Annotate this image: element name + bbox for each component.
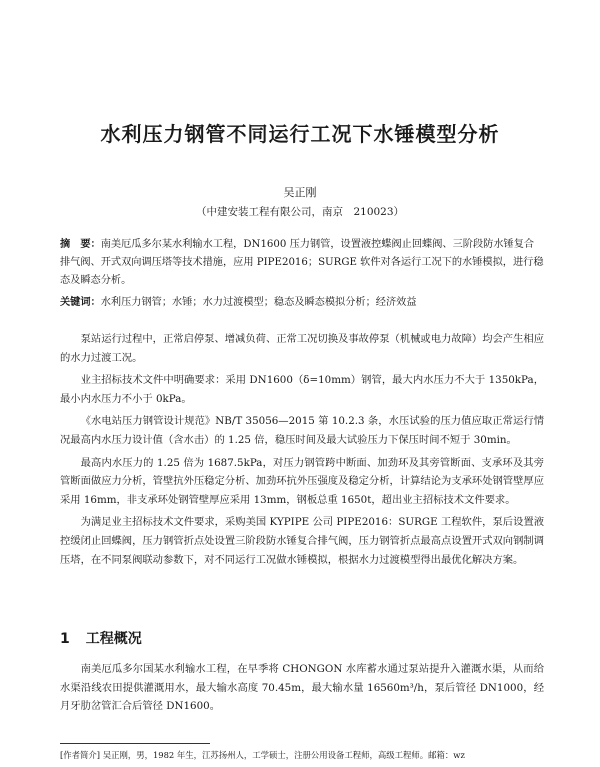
paragraph: 南美厄瓜多尔国某水利输水工程，在早季将 CHONGON 水库蓄水通过泵站提升入灌溉水渠，从而给水渠沿线农田提供灌溉用水，最大输水高度 70.45m，最大输水量 16560m³/h，泵后管径 DN1000，经月牙肋岔管汇合后管径 DN1600。: [60, 663, 544, 713]
abstract: [60, 236, 544, 290]
author-name: 吴正刚: [283, 186, 317, 199]
paragraph: 泵站运行过程中，正常启停泵、增减负荷、正常工况切换及事故停泵（机械或电力故障）均会产生相应的水力过渡工况。: [60, 333, 544, 364]
paragraph: 为满足业主招标技术文件要求，采购美国 KYPIPE 公司 PIPE2016：SURGE 工程软件，泵后设置液控缓闭止回蝶阀，压力钢管折点处设置三阶段防水锤复合排气阀，压力钢管折点最高点设置开式双向钢制调压塔，在不同泵阀联动参数下，对不同运行工况做水锤模拟，根据水力过渡模型得出最优化解决方案。: [60, 516, 544, 566]
paragraph: 业主招标技术文件中明确要求：采用 DN1600（δ=10mm）钢管，最大内水压力不大于 1350kPa，最小内水压力不小于 0kPa。: [60, 374, 544, 405]
author-affiliation: （中建安装工程有限公司，南京 210023）: [195, 206, 405, 218]
section-heading: [60, 628, 544, 648]
section-body: [60, 660, 544, 716]
author-footnote: [作者简介] 吴正刚，男，1982 年生，江苏扬州人，工学硕士，注册公用设备工程师，高级工程师。邮箱：wz: [60, 750, 465, 760]
abstract-label: 摘 要：: [60, 239, 101, 250]
abstract-text: 南美厄瓜多尔某水利输水工程，DN1600 压力钢管，设置液控蝶阀止回蝶阀、三阶段防水锤复合排气阀、开式双向调压塔等技术措施，应用 PIPE2016；SURGE 软件对各运行工况下的水锤模拟，进行稳态及瞬态分析。: [60, 239, 544, 286]
section-number: 1: [60, 631, 70, 647]
paper-title: 水利压力钢管不同运行工况下水锤模型分析: [100, 122, 500, 146]
paragraph: 最高内水压力的 1.25 倍为 1687.5kPa，对压力钢管跨中断面、加劲环及其旁管断面、支承环及其旁管断面做应力分析，管壁抗外压稳定分析、加劲环抗外压强度及稳定分析，计算结论为支承环处钢管壁厚应采用 16mm，非支承环处钢管壁厚应采用 13mm，钢板总重 1650t，超出业主招标技术文件要求。: [60, 456, 544, 506]
paragraph: 《水电站压力钢管设计规范》NB/T 35056—2015 第 10.2.3 条，水压试验的压力值应取正常运行情况最高内水压力设计值（含水击）的 1.25 倍，稳压时间及最大试验压力下保压时间不短于 30min。: [60, 415, 544, 446]
footnote-rule: [60, 743, 210, 744]
keywords-text: 水利压力钢管；水锤；水力过渡模型；稳态及瞬态模拟分析；经济效益: [100, 297, 417, 308]
intro-body: [60, 330, 544, 573]
section-title: 工程概况: [85, 631, 142, 647]
keywords-label: 关键词：: [60, 297, 101, 308]
keywords: [60, 294, 544, 312]
